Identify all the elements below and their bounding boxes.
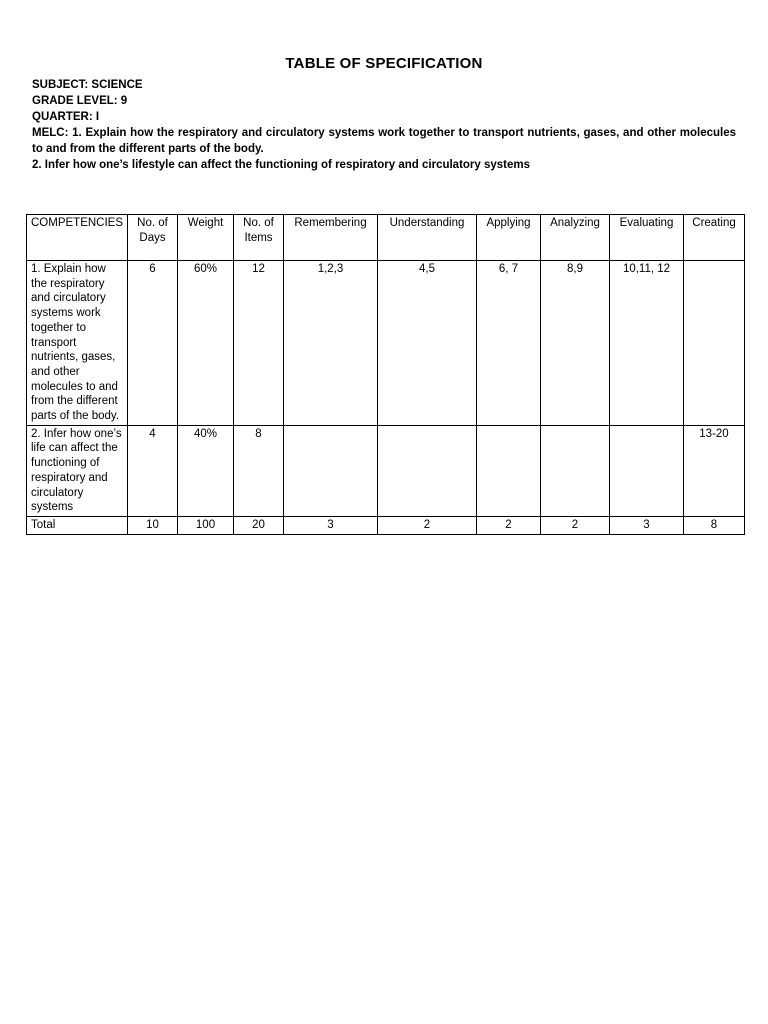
subject-line: SUBJECT: SCIENCE: [32, 79, 143, 91]
total-days: 10: [128, 516, 178, 534]
row-1-analyzing: 8,9: [541, 261, 610, 426]
header-evaluating: Evaluating: [610, 215, 684, 261]
row-2-creating: 13-20: [684, 425, 745, 516]
melc-2: 2. Infer how one’s lifestyle can affect the functioning of respiratory and circulatory systems: [32, 159, 531, 171]
total-applying: 2: [477, 516, 541, 534]
quarter-line: QUARTER: I: [32, 111, 100, 123]
header-understanding: Understanding: [378, 215, 477, 261]
total-evaluating: 3: [610, 516, 684, 534]
header-analyzing: Analyzing: [541, 215, 610, 261]
row-1-days: 6: [128, 261, 178, 426]
row-2-evaluating: [610, 425, 684, 516]
row-2-weight: 40%: [178, 425, 234, 516]
melc-1: MELC: 1. Explain how the respiratory and circulatory systems work together to transport nutrients, gases, and other molecules to and from the different parts of the body.: [32, 127, 736, 155]
row-2-remembering: [284, 425, 378, 516]
specification-table: [26, 214, 745, 535]
table-total-row: [27, 516, 745, 534]
row-2-analyzing: [541, 425, 610, 516]
header-remembering: Remembering: [284, 215, 378, 261]
header-items: No. of Items: [234, 215, 284, 261]
row-1-items: 12: [234, 261, 284, 426]
total-remembering: 3: [284, 516, 378, 534]
table-row: [27, 425, 745, 516]
row-2-applying: [477, 425, 541, 516]
header-competencies: COMPETENCIES: [27, 215, 128, 261]
row-1-remembering: 1,2,3: [284, 261, 378, 426]
total-analyzing: 2: [541, 516, 610, 534]
row-1-understanding: 4,5: [378, 261, 477, 426]
header-days: No. of Days: [128, 215, 178, 261]
row-1-applying: 6, 7: [477, 261, 541, 426]
row-2-understanding: [378, 425, 477, 516]
total-label: Total: [27, 516, 128, 534]
table-header-row: [27, 215, 745, 261]
row-2-items: 8: [234, 425, 284, 516]
header-creating: Creating: [684, 215, 745, 261]
grade-level-line: GRADE LEVEL: 9: [32, 95, 128, 107]
total-items: 20: [234, 516, 284, 534]
row-2-competency: 2. Infer how one’s life can affect the functioning of respiratory and circulatory systems: [27, 425, 128, 516]
total-weight: 100: [178, 516, 234, 534]
row-1-competency: 1. Explain how the respiratory and circulatory systems work together to transport nutrients, gases, and other molecules to and from the different parts of the body.: [27, 261, 128, 426]
row-1-evaluating: 10,11, 12: [610, 261, 684, 426]
total-understanding: 2: [378, 516, 477, 534]
row-1-creating: [684, 261, 745, 426]
total-creating: 8: [684, 516, 745, 534]
header-applying: Applying: [477, 215, 541, 261]
row-1-weight: 60%: [178, 261, 234, 426]
table-row: [27, 261, 745, 426]
row-2-days: 4: [128, 425, 178, 516]
document-title: TABLE OF SPECIFICATION: [285, 55, 483, 72]
header-weight: Weight: [178, 215, 234, 261]
document-header-info: [32, 77, 736, 173]
